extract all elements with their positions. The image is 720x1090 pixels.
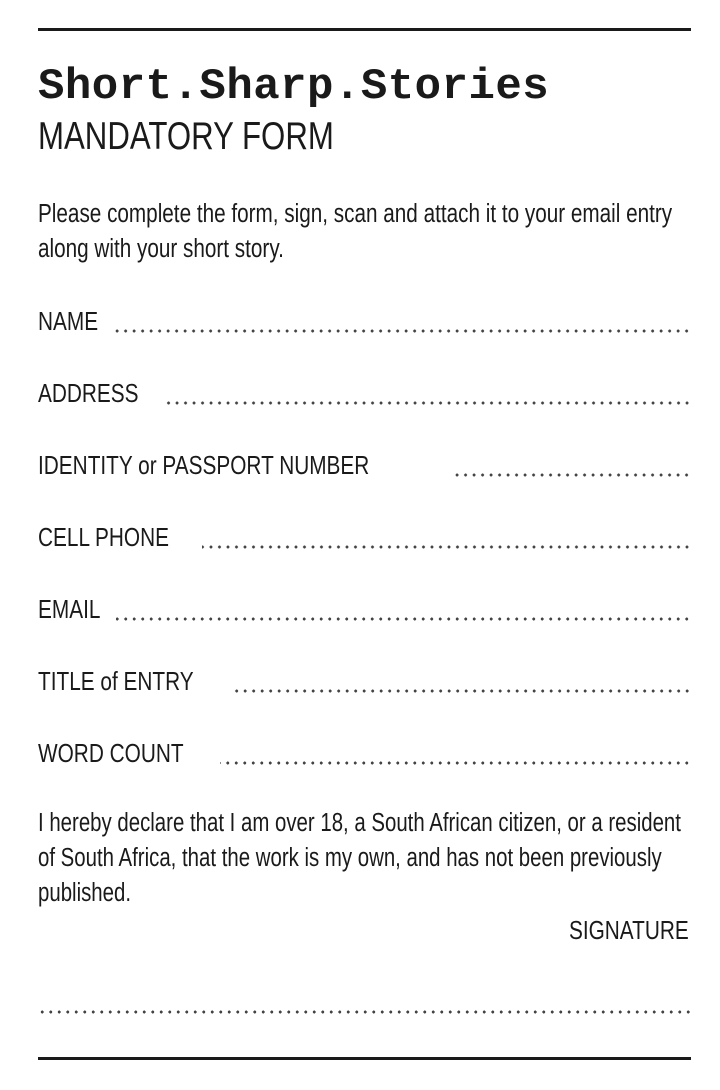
bottom-rule bbox=[38, 1057, 691, 1060]
word-count-label: WORD COUNT bbox=[38, 738, 184, 768]
identity-passport-field[interactable] bbox=[38, 446, 691, 480]
cell-phone-label: CELL PHONE bbox=[38, 522, 170, 552]
identity-passport-label: IDENTITY or PASSPORT NUMBER bbox=[38, 450, 370, 480]
address-dotted-line[interactable] bbox=[164, 400, 691, 406]
name-dotted-line[interactable] bbox=[113, 328, 691, 334]
form-title: Short.Sharp.Stories bbox=[38, 62, 550, 112]
word-count-dotted-line[interactable] bbox=[220, 760, 691, 766]
name-label: NAME bbox=[38, 306, 99, 336]
title-of-entry-label: TITLE of ENTRY bbox=[38, 666, 194, 696]
top-rule bbox=[38, 28, 691, 31]
title-of-entry-field[interactable] bbox=[38, 662, 691, 696]
signature-dotted-line[interactable] bbox=[38, 1009, 691, 1015]
cell-phone-dotted-line[interactable] bbox=[202, 544, 691, 550]
address-field[interactable] bbox=[38, 374, 691, 408]
signature-label: SIGNATURE bbox=[569, 915, 689, 945]
email-dotted-line[interactable] bbox=[116, 616, 691, 622]
email-field[interactable] bbox=[38, 590, 691, 624]
identity-passport-dotted-line[interactable] bbox=[452, 472, 691, 478]
word-count-field[interactable] bbox=[38, 734, 691, 768]
title-of-entry-dotted-line[interactable] bbox=[233, 688, 691, 694]
address-label: ADDRESS bbox=[38, 378, 139, 408]
email-label: EMAIL bbox=[38, 594, 101, 624]
form-subtitle: MANDATORY FORM bbox=[38, 115, 334, 158]
declaration-text: I hereby declare that I am over 18, a South African citizen, or a resident of South Africa, that the work is my own, and has not been previously published. bbox=[38, 809, 681, 907]
cell-phone-field[interactable] bbox=[38, 518, 691, 552]
name-field[interactable] bbox=[38, 302, 691, 336]
instructions-text: Please complete the form, sign, scan and attach it to your email entry along with your short story. bbox=[38, 200, 673, 263]
